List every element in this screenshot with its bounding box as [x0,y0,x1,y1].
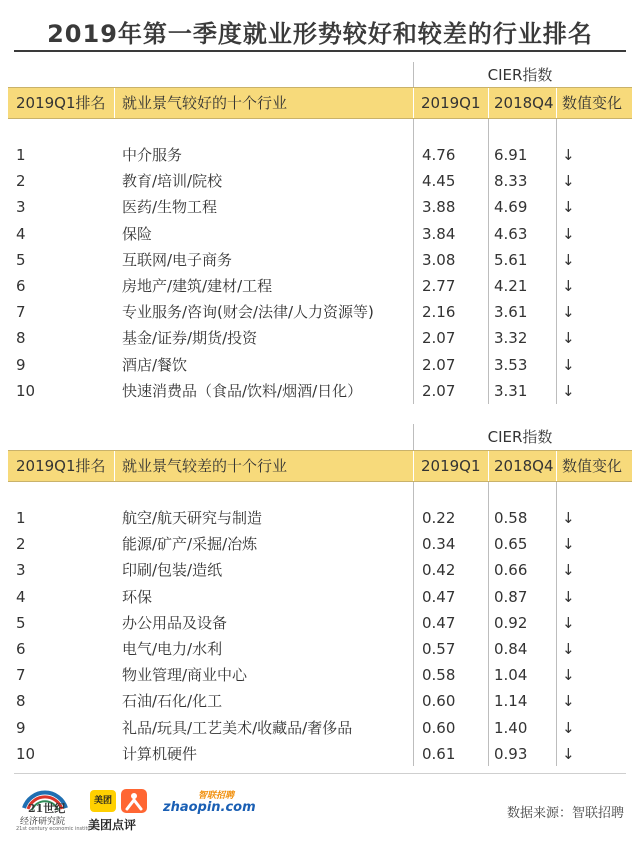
table-row [0,194,640,220]
rank-cell: 6 [16,277,26,295]
q1-value-cell: 0.61 [422,744,456,763]
rank-cell: 7 [16,666,26,685]
q4-value-cell: 5.61 [494,250,528,269]
zhaopin-logo-cn: 智联招聘 [198,791,235,801]
change-arrow-cell: ↓ [562,381,575,400]
dianping-logo-icon [121,789,147,813]
rank-cell: 8 [16,329,26,348]
table-header [8,450,632,482]
change-arrow-cell: ↓ [562,146,575,164]
change-arrow-cell: ↓ [562,692,575,711]
header-divider [413,451,414,481]
change-arrow-cell: ↓ [562,718,575,737]
header-2019q1: 2019Q1 [421,457,481,475]
change-arrow-cell: ↓ [562,329,575,348]
header-2019q1: 2019Q1 [421,94,481,112]
industry-cell: 电气/电力/水利 [122,640,223,658]
change-arrow-cell: ↓ [562,613,575,632]
change-arrow-cell: ↓ [562,535,575,554]
table-row [0,168,640,194]
footer-divider [14,773,626,774]
industry-cell: 能源/矿产/采掘/冶炼 [122,535,258,554]
q1-value-cell: 2.07 [422,329,456,348]
rank-cell: 7 [16,303,26,322]
table-header [8,87,632,119]
header-divider [556,88,557,118]
q4-value-cell: 0.87 [494,587,528,606]
q1-value-cell: 4.45 [422,172,456,191]
q1-value-cell: 0.47 [422,613,456,632]
q4-value-cell: 8.33 [494,172,528,191]
q4-value-cell: 0.58 [494,509,528,527]
q4-value-cell: 4.69 [494,198,528,217]
q1-value-cell: 0.47 [422,587,456,606]
table-row [0,662,640,688]
table-row [0,688,640,714]
q4-value-cell: 3.32 [494,329,528,348]
dianping-label: 美团点评 [88,818,137,832]
q1-value-cell: 3.88 [422,198,456,217]
table-row [0,378,640,404]
table-row [0,557,640,583]
change-arrow-cell: ↓ [562,587,575,606]
q1-value-cell: 0.42 [422,561,456,580]
industry-cell: 基金/证券/期货/投资 [122,329,258,348]
rank-cell: 9 [16,718,26,737]
q4-value-cell: 6.91 [494,146,528,164]
q4-value-cell: 0.93 [494,744,528,763]
q1-value-cell: 2.77 [422,277,456,295]
q4-value-cell: 0.66 [494,561,528,580]
header-divider [114,88,115,118]
industry-cell: 石油/石化/化工 [122,692,223,711]
q1-value-cell: 0.60 [422,692,456,711]
q4-value-cell: 1.40 [494,718,528,737]
table-row [0,325,640,351]
industry-cell: 环保 [122,587,153,606]
change-arrow-cell: ↓ [562,250,575,269]
q4-value-cell: 1.04 [494,666,528,685]
header-divider [488,451,489,481]
logo-21-name: 21世纪 [28,802,66,815]
q4-value-cell: 0.65 [494,535,528,554]
table-row [0,273,640,299]
industry-cell: 酒店/餐饮 [122,355,188,374]
industry-cell: 办公用品及设备 [122,613,228,632]
change-arrow-cell: ↓ [562,198,575,217]
table-row [0,636,640,662]
rank-cell: 2 [16,535,26,554]
rank-cell: 5 [16,613,26,632]
q1-value-cell: 2.16 [422,303,456,322]
q1-value-cell: 0.60 [422,718,456,737]
rank-cell: 10 [16,744,36,763]
table-row [0,221,640,247]
logo-21-en: 21st century economic institute [16,826,96,832]
header-change: 数值变化 [562,94,623,112]
table-row [0,505,640,531]
rank-cell: 10 [16,381,36,400]
table-row [0,531,640,557]
change-arrow-cell: ↓ [562,561,575,580]
header-rank: 2019Q1排名 [16,457,106,475]
q4-value-cell: 3.53 [494,355,528,374]
industry-cell: 医药/生物工程 [122,198,218,217]
header-divider [114,451,115,481]
rank-cell: 1 [16,509,26,527]
change-arrow-cell: ↓ [562,355,575,374]
rank-cell: 5 [16,250,26,269]
industry-cell: 快速消费品（食品/饮料/烟酒/日化） [122,381,363,400]
q4-value-cell: 3.31 [494,381,528,400]
header-industry: 就业景气较差的十个行业 [122,457,288,475]
data-source: 数据来源：智联招聘 [506,806,624,821]
q1-value-cell: 3.84 [422,224,456,243]
page-title: 2019年第一季度就业形势较好和较差的行业排名 [47,20,593,48]
change-arrow-cell: ↓ [562,744,575,763]
change-arrow-cell: ↓ [562,224,575,243]
header-change: 数值变化 [562,457,623,475]
industry-cell: 中介服务 [122,146,183,164]
q1-value-cell: 4.76 [422,146,456,164]
q4-value-cell: 4.21 [494,277,528,295]
title-divider [14,50,626,52]
industry-cell: 专业服务/咨询(财会/法律/人力资源等) [122,303,374,322]
q1-value-cell: 3.08 [422,250,456,269]
rank-cell: 4 [16,587,26,606]
header-2018q4: 2018Q4 [494,94,554,112]
q4-value-cell: 1.14 [494,692,528,711]
rank-cell: 9 [16,355,26,374]
rank-cell: 2 [16,172,26,191]
header-industry: 就业景气较好的十个行业 [122,94,288,112]
header-divider [556,451,557,481]
rank-cell: 6 [16,640,26,658]
q1-value-cell: 0.57 [422,640,456,658]
industry-cell: 保险 [122,224,153,243]
logo-21-sub: 经济研究院 [20,817,66,827]
cier-index-label: CIER指数 [487,428,553,446]
header-rank: 2019Q1排名 [16,94,106,112]
rank-cell: 1 [16,146,26,164]
q4-value-cell: 0.92 [494,613,528,632]
change-arrow-cell: ↓ [562,509,575,527]
header-2018q4: 2018Q4 [494,457,554,475]
change-arrow-cell: ↓ [562,640,575,658]
change-arrow-cell: ↓ [562,303,575,322]
q1-value-cell: 0.22 [422,509,456,527]
q1-value-cell: 0.34 [422,535,456,554]
table-row [0,142,640,168]
cier-index-label: CIER指数 [487,66,553,84]
change-arrow-cell: ↓ [562,277,575,295]
industry-cell: 互联网/电子商务 [122,250,233,269]
change-arrow-cell: ↓ [562,666,575,685]
industry-cell: 印刷/包装/造纸 [122,561,223,580]
q1-value-cell: 2.07 [422,381,456,400]
meituan-logo: 美团 [90,790,116,812]
rank-cell: 3 [16,561,26,580]
industry-cell: 计算机硬件 [122,744,198,763]
table-row [0,741,640,767]
institute-logo [14,782,96,834]
industry-cell: 航空/航天研究与制造 [122,509,263,527]
header-divider [413,88,414,118]
header-divider [488,88,489,118]
q1-value-cell: 2.07 [422,355,456,374]
table-row [0,352,640,378]
industry-cell: 房地产/建筑/建材/工程 [122,277,273,295]
table-row [0,299,640,325]
industry-cell: 教育/培训/院校 [122,172,223,191]
q4-value-cell: 0.84 [494,640,528,658]
industry-cell: 礼品/玩具/工艺美术/收藏品/奢侈品 [122,718,353,737]
table-row [0,247,640,273]
industry-cell: 物业管理/商业中心 [122,666,248,685]
table-row [0,610,640,636]
table-row [0,715,640,741]
rank-cell: 3 [16,198,26,217]
rank-cell: 4 [16,224,26,243]
rank-cell: 8 [16,692,26,711]
zhaopin-logo: zhaopin.com [163,800,256,815]
change-arrow-cell: ↓ [562,172,575,191]
q4-value-cell: 4.63 [494,224,528,243]
q1-value-cell: 0.58 [422,666,456,685]
q4-value-cell: 3.61 [494,303,528,322]
table-row [0,584,640,610]
